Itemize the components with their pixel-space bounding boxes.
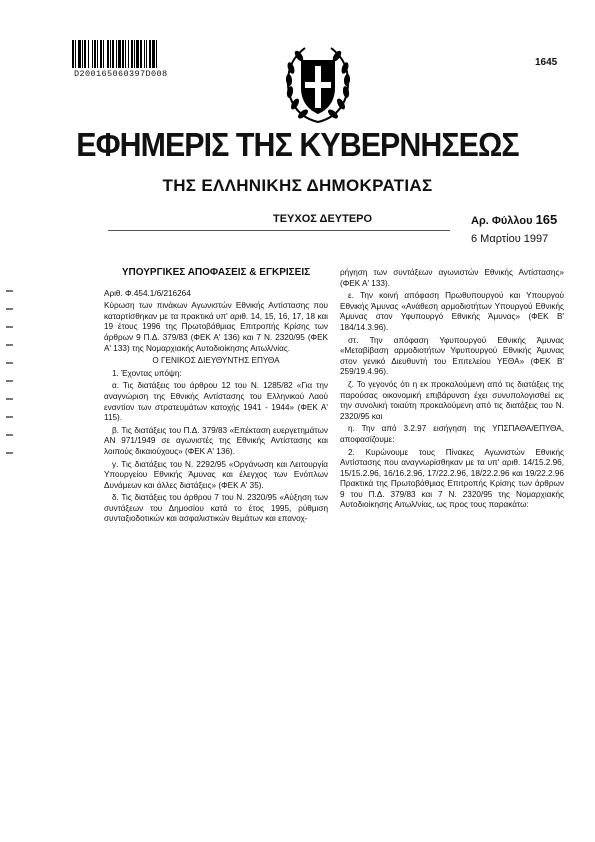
scan-marks bbox=[6, 290, 14, 510]
gazette-title: ΕΦΗΜΕΡΙΣ ΤΗΣ ΚΥΒΕΡΝΗΣΕΩΣ bbox=[76, 126, 519, 163]
coat-of-arms-icon bbox=[283, 42, 353, 126]
issue-date: 6 Μαρτίου 1997 bbox=[471, 233, 549, 245]
paragraph: β. Τις διατάξεις του Π.Δ. 379/83 «Επέκταση ευεργετημάτων ΑΝ 971/1949 σε αγωνιστές της Εθνικής Αντίστασης και λοιπούς δικαιούχους» (ΦΕΚ Α' 136). bbox=[104, 425, 328, 456]
paragraph: ρήγηση των συντάξεων αγωνιστών Εθνικής Αντίστασης» (ΦΕΚ Α' 133). bbox=[340, 268, 564, 288]
paragraph: στ. Την απόφαση Υφυπουργού Εθνικής Άμυνας «Μεταβίβαση αρμοδιοτήτων Υφυπουργού Εθνικής Άμυνας στον γενικό Διευθυντή του Επιτελείου ΥΕΘΑ» (ΦΕΚ Β' 259/19.4.96). bbox=[340, 335, 564, 377]
left-column bbox=[104, 268, 328, 527]
sheet-number bbox=[471, 212, 557, 227]
decision-number: Αριθ. Φ.454.1/6/216264 bbox=[104, 288, 191, 298]
gazette-subtitle: ΤΗΣ ΕΛΛΗΝΙΚΗΣ ΔΗΜΟΚΡΑΤΙΑΣ bbox=[162, 176, 433, 195]
header-divider bbox=[108, 230, 450, 231]
sheet-number-value: 165 bbox=[535, 212, 558, 227]
page-number: 1645 bbox=[535, 57, 558, 68]
paragraph: α. Τις διατάξεις του άρθρου 12 του Ν. 1285/82 «Για την αναγνώριση της Εθνικής Αντίστασης του Ελληνικού Λαού εναντίον των στρατευμάτων κατοχής 1941 - 1944» (ΦΕΚ Α' 115). bbox=[104, 381, 328, 423]
barcode-number: D200165060397D008 bbox=[74, 69, 168, 79]
issue-label: ΤΕΥΧΟΣ ΔΕΥΤΕΡΟ bbox=[273, 213, 373, 225]
barcode bbox=[72, 40, 204, 68]
paragraph: η. Την από 3.2.97 εισήγηση της ΥΠΣΠΑΘΑ/ΕΠΥΘΑ, αποφασίζουμε: bbox=[340, 424, 564, 444]
paragraph: δ. Τις διατάξεις του άρθρου 7 του Ν. 2320/95 «Αύξηση των συντάξεων του Δημοσίου κατά το έτος 1995, ρύθμιση συνταξιοδοτικών και ασφαλιστικών θεμάτων και επανοχ- bbox=[104, 493, 328, 524]
paragraph: ε. Την κοινή απόφαση Πρωθυπουργού και Υπουργού Εθνικής Άμυνας «Ανάθεση αρμοδιοτήτων Υπουργού Εθνικής Άμυνας στον Υφυπουργό Εθνικής Άμυνας» (ΦΕΚ Β' 184/14.3.96). bbox=[340, 291, 564, 332]
paragraph: γ. Τις διατάξεις του Ν. 2292/95 «Οργάνωση και Λειτουργία Υπουργείου Εθνικής Άμυνας και έλεγχος των Ενόπλων Δυνάμεων και άλλες διατάξεις» (ΦΕΚ Α' 35). bbox=[104, 459, 328, 490]
section-heading: ΥΠΟΥΡΓΙΚΕΣ ΑΠΟΦΑΣΕΙΣ & ΕΓΚΡΙΣΕΙΣ bbox=[121, 267, 311, 278]
paragraph: 2. Κυρώνουμε τους Πίνακες Αγωνιστών Εθνικής Αντίστασης που αναγνωρίσθηκαν με τα υπ' αριθ. 14/15.2.96, 15/15.2.96, 16/16.2.96, 17/22.2.96, 18/22.2.96 και 19/22.2.96 Πρακτικά της Πρωτοβάθμιας Επιτροπής Κρίσης των άρθρων 9 του Π.Δ. 379/83 και 7 Ν. 2320/95 της Νομαρχιακής Αυτοδιοίκησης Αιτωλ/νίας, ως προς τους παρακάτω: bbox=[340, 447, 564, 510]
decision-subject: Κύρωση των πινάκων Αγωνιστών Εθνικής Αντίστασης που καταρτίσθηκαν με τα πρακτικά υπ' αριθ. 14, 15, 16, 17, 18 και 19 έτους 1996 της Πρωτοβάθμιας Επιτροπής Κρίσης των άρθρων 9 Π.Δ. 379/83 (ΦΕΚ Α' 136) και 7 Ν. 2320/95 (ΦΕΚ Α' 133) της Νομαρχιακής Αυτοδιοίκησης Αιτωλ/νίας. bbox=[104, 301, 328, 353]
issuer-title: Ο ΓΕΝΙΚΟΣ ΔΙΕΥΘΥΝΤΗΣ ΕΠΥΘΑ bbox=[152, 356, 280, 366]
paragraph: ζ. Το γεγονός ότι η εκ προκαλούμενη από τις διατάξεις της παρούσας οικονομική επιβάρυνση έχει συνυπολογισθεί εις την συνολική τοιαύτη προκαλούμενη από τις διατάξεις του Ν. 2320/95 και bbox=[340, 379, 564, 421]
paragraph: 1. Έχοντας υπόψη: bbox=[112, 368, 182, 378]
sheet-label: Αρ. Φύλλου bbox=[471, 215, 533, 227]
right-column bbox=[340, 268, 564, 513]
